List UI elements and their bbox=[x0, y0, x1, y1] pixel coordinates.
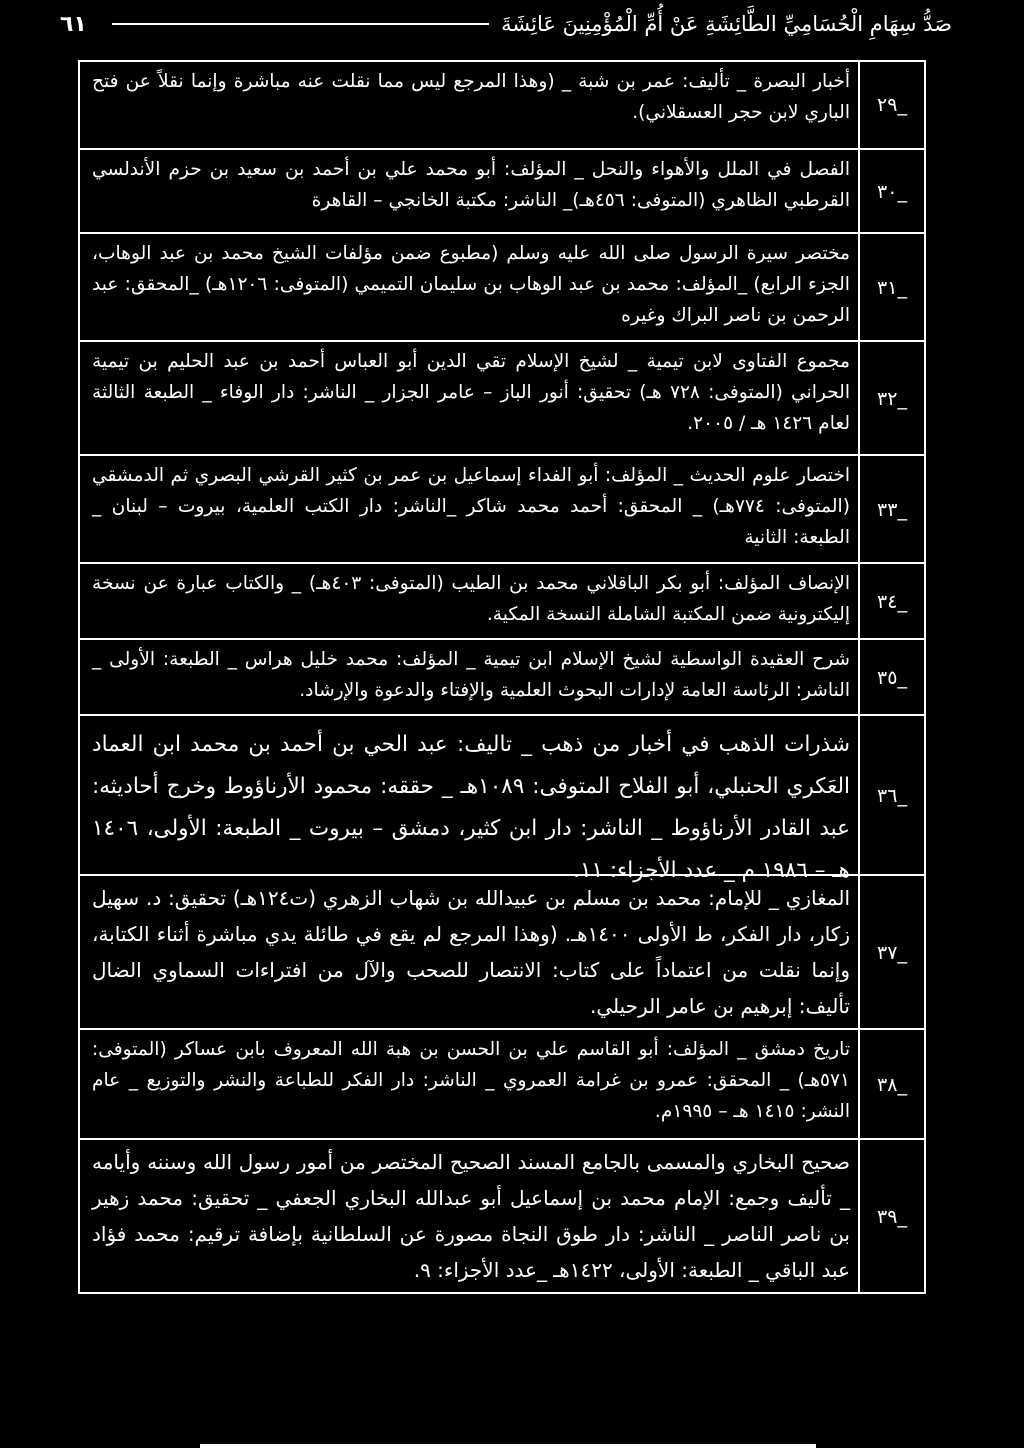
reference-text: مختصر سيرة الرسول صلى الله عليه وسلم (مطبوع ضمن مؤلفات الشيخ محمد بن عبد الوهاب، الجزء الرابع) _المؤلف: محمد بن عبد الوهاب بن سليمان التميمي (المتوفى: ١٢٠٦هـ) _المحقق: عبد الرحمن بن ناصر البراك وغيره bbox=[92, 243, 850, 326]
reference-text: مجموع الفتاوى لابن تيمية _ لشيخ الإسلام تقي الدين أبو العباس أحمد بن عبد الحليم بن تيمية الحراني (المتوفى: ٧٢٨ هـ) تحقيق: أنور الباز – عامر الجزار _ الناشر: دار الوفاء _ الطبعة الثالثة لعام ١٤٢٦ هـ / ٢٠٠٥. bbox=[92, 351, 850, 434]
reference-text: شذرات الذهب في أخبار من ذهب _ تاليف: عبد الحي بن أحمد بن محمد ابن العماد العَكري الحنبلي، أبو الفلاح المتوفى: ١٠٨٩هـ _ حققه: محمود الأرناؤوط وخرج أحاديثه: عبد القادر الأرناؤوط _ الناشر: دار ابن كثير، دمشق – بيروت _ الطبعة: الأولى، ١٤٠٦ هـ – ١٩٨٦ م _ عدد الأجزاء: ١١. bbox=[92, 732, 850, 883]
reference-number: _٣٠ bbox=[877, 181, 907, 203]
reference-text: الفصل في الملل والأهواء والنحل _ المؤلف: أبو محمد علي بن أحمد بن سعيد بن حزم الأندلسي القرطبي الظاهري (المتوفى: ٤٥٦هـ)_ الناشر: مكتبة الخانجي – القاهرة bbox=[92, 159, 850, 211]
reference-row bbox=[80, 714, 924, 883]
header-divider bbox=[112, 23, 489, 25]
reference-text: شرح العقيدة الواسطية لشيخ الإسلام ابن تيمية _ المؤلف: محمد خليل هراس _ الطبعة: الأولى _ الناشر: الرئاسة العامة لإدارات البحوث العلمية والإفتاء والدعوة والإرشاد. bbox=[92, 649, 850, 701]
reference-number: _٣١ bbox=[877, 277, 907, 299]
reference-number-cell bbox=[858, 62, 924, 148]
reference-row bbox=[80, 1138, 924, 1294]
book-title: صَدُّ سِهَامِ الْحُسَامِيِّ الطَّائِشَةِ عَنْ أُمِّ الْمُؤْمِنِينَ عَائِشَةَ bbox=[501, 12, 952, 36]
reference-number-cell bbox=[858, 564, 924, 640]
page-header bbox=[60, 6, 952, 42]
reference-row bbox=[80, 562, 924, 640]
reference-number: _٣٨ bbox=[877, 1074, 907, 1096]
reference-number-cell bbox=[858, 1140, 924, 1294]
reference-row bbox=[80, 874, 924, 1030]
reference-number-cell bbox=[858, 876, 924, 1030]
reference-text: اختصار علوم الحديث _ المؤلف: أبو الفداء إسماعيل بن عمر بن كثير القرشي البصري ثم الدمشقي (المتوفى: ٧٧٤هـ) _ المحقق: أحمد محمد شاكر _الناشر: دار الكتب العلمية، بيروت – لبنان _ الطبعة: الثانية bbox=[92, 465, 850, 548]
reference-number: _٣٤ bbox=[877, 591, 907, 613]
reference-text: الإنصاف المؤلف: أبو بكر الباقلاني محمد بن الطيب (المتوفى: ٤٠٣هـ) _ والكتاب عبارة عن نسخة إليكترونية ضمن المكتبة الشاملة النسخة المكية. bbox=[92, 573, 850, 625]
reference-row bbox=[80, 62, 924, 148]
reference-number-cell bbox=[858, 640, 924, 716]
reference-number-cell bbox=[858, 1030, 924, 1140]
reference-row bbox=[80, 232, 924, 342]
reference-number: _٣٢ bbox=[877, 388, 907, 410]
references-table bbox=[78, 60, 926, 1294]
reference-number: _٣٣ bbox=[877, 499, 907, 521]
reference-number: _٣٥ bbox=[877, 667, 907, 689]
page-number: ٦١ bbox=[60, 11, 87, 37]
reference-row bbox=[80, 454, 924, 564]
reference-text: صحيح البخاري والمسمى بالجامع المسند الصحيح المختصر من أمور رسول الله وسننه وأيامه _ تأليف وجمع: الإمام محمد بن إسماعيل أبو عبدالله البخاري الجعفي _ تحقيق: محمد زهير بن ناصر الناصر _ الناشر: دار طوق النجاة مصورة عن السلطانية بإضافة ترقيم: محمد فؤاد عبد الباقي _ الطبعة: الأولى، ١٤٢٢هـ _عدد الأجزاء: ٩. bbox=[92, 1150, 850, 1282]
reference-number-cell bbox=[858, 716, 924, 876]
reference-row bbox=[80, 340, 924, 456]
reference-number-cell bbox=[858, 342, 924, 456]
reference-text: أخبار البصرة _ تأليف: عمر بن شبة _ (وهذا المرجع ليس مما نقلت عنه مباشرة وإنما نقلاً عن فتح الباري لابن حجر العسقلاني). bbox=[92, 71, 850, 123]
reference-text: المغازي _ للإمام: محمد بن مسلم بن عبيدالله بن شهاب الزهري (ت١٢٤هـ) تحقيق: د. سهيل زكار، دار الفكر، ط الأولى ١٤٠٠هـ. (وهذا المرجع لم يقع في طائلة يدي مباشرة أثناء الكتابة، وإنما نقلت من اعتماداً على كتاب: الانتصار للصحب والآل من افتراءات السماوي الضال تأليف: إبرهيم بن عامر الرحيلي. bbox=[92, 886, 851, 1018]
reference-row bbox=[80, 148, 924, 234]
reference-number: _٣٦ bbox=[877, 785, 907, 807]
reference-row bbox=[80, 1028, 924, 1140]
reference-number-cell bbox=[858, 456, 924, 564]
reference-number-cell bbox=[858, 150, 924, 234]
reference-number: _٣٧ bbox=[877, 942, 907, 964]
reference-number: _٣٩ bbox=[877, 1206, 907, 1228]
footer-divider bbox=[200, 1444, 816, 1448]
reference-text: تاريخ دمشق _ المؤلف: أبو القاسم علي بن الحسن بن هبة الله المعروف بابن عساكر (المتوفى: ٥٧١هـ) _ المحقق: عمرو بن غرامة العمروي _ الناشر: دار الفكر للطباعة والنشر والتوزيع _ عام النشر: ١٤١٥ هـ – ١٩٩٥م. bbox=[92, 1039, 850, 1122]
reference-number-cell bbox=[858, 234, 924, 342]
reference-row bbox=[80, 638, 924, 716]
reference-number: _٢٩ bbox=[877, 94, 907, 116]
